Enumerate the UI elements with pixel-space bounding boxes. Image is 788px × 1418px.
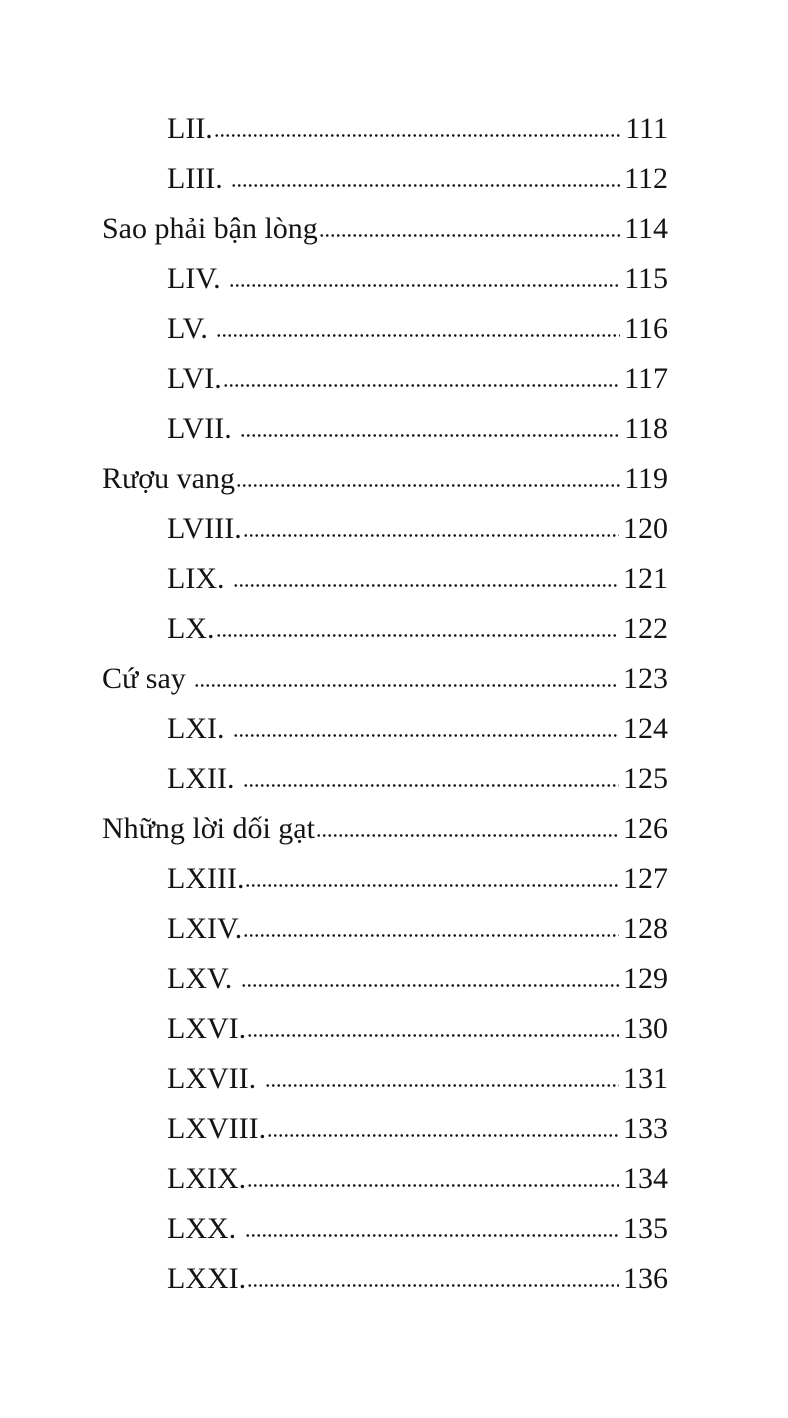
toc-entry-page: 130 (623, 1012, 668, 1045)
toc-entry[interactable] (0, 854, 788, 904)
dot-leader (223, 383, 620, 388)
toc-entry-page: 127 (623, 862, 668, 895)
toc-entry-label: LIV. (167, 262, 229, 295)
dot-leader (231, 183, 620, 188)
dot-leader (243, 933, 619, 938)
toc-entry[interactable] (0, 704, 788, 754)
dot-leader (243, 783, 619, 788)
toc-entry[interactable] (0, 254, 788, 304)
toc-entry-page: 136 (623, 1262, 668, 1295)
toc-entry[interactable] (0, 904, 788, 954)
dot-leader (243, 533, 619, 538)
toc-entry[interactable] (0, 554, 788, 604)
toc-entry-page: 133 (623, 1112, 668, 1145)
dot-leader (247, 1283, 619, 1288)
toc-entry-label: LXIV. (167, 912, 243, 945)
toc-entry-page: 125 (623, 762, 668, 795)
dot-leader (229, 283, 620, 288)
toc-entry-label: LV. (167, 312, 216, 345)
toc-entry-label: LXVIII. (167, 1112, 267, 1145)
dot-leader (216, 333, 620, 338)
toc-entry-label: LVIII. (167, 512, 242, 545)
toc-entry-page: 121 (623, 562, 668, 595)
dot-leader (214, 133, 621, 138)
toc-entry-label: Cứ say (102, 662, 194, 695)
toc-entry[interactable] (0, 354, 788, 404)
toc-entry-label: LXIX. (167, 1162, 247, 1195)
toc-entry-label: LXII. (167, 762, 242, 795)
dot-leader (233, 733, 619, 738)
toc-entry-label: Rượu vang (102, 462, 235, 495)
toc-entry-label: LII. (167, 112, 213, 145)
toc-entry-label: LVII. (167, 412, 240, 445)
toc-entry-page: 118 (624, 412, 668, 445)
toc-entry-page: 126 (623, 812, 668, 845)
toc-entry-page: 124 (623, 712, 668, 745)
toc-entry[interactable] (0, 1004, 788, 1054)
toc-entry-page: 120 (623, 512, 668, 545)
toc-entry-page: 116 (624, 312, 668, 345)
toc-entry-label: LIX. (167, 562, 232, 595)
dot-leader (245, 883, 619, 888)
toc-entry[interactable] (0, 1154, 788, 1204)
toc-entry[interactable] (0, 504, 788, 554)
toc-entry-label: LXI. (167, 712, 232, 745)
toc-entry[interactable] (0, 1254, 788, 1304)
dot-leader (265, 1083, 619, 1088)
toc-entry-label: LVI. (167, 362, 222, 395)
toc-entry-label: Sao phải bận lòng (102, 212, 318, 245)
dot-leader (316, 833, 619, 838)
toc-entry[interactable] (0, 404, 788, 454)
toc-entry-label: LIII. (167, 162, 231, 195)
toc-entry-page: 128 (623, 912, 668, 945)
toc-entry-page: 123 (623, 662, 668, 695)
dot-leader (240, 433, 620, 438)
toc-entry-page: 119 (624, 462, 668, 495)
toc-entry[interactable] (0, 654, 788, 704)
toc-entry[interactable] (0, 304, 788, 354)
dot-leader (247, 1033, 619, 1038)
toc-entry-label: LXVII. (167, 1062, 264, 1095)
toc-entry[interactable] (0, 454, 788, 504)
toc-entry-page: 134 (623, 1162, 668, 1195)
dot-leader (247, 1183, 619, 1188)
toc-entry[interactable] (0, 1204, 788, 1254)
toc-entry[interactable] (0, 104, 788, 154)
dot-leader (233, 583, 619, 588)
toc-entry-page: 112 (624, 162, 668, 195)
toc-entry[interactable] (0, 1104, 788, 1154)
dot-leader (216, 633, 620, 638)
toc-entry[interactable] (0, 954, 788, 1004)
dot-leader (194, 683, 619, 688)
toc-entry-label: LXV. (167, 962, 240, 995)
toc-entry-label: LXXI. (167, 1262, 247, 1295)
toc-entry[interactable] (0, 1054, 788, 1104)
toc-entry-page: 115 (624, 262, 668, 295)
toc-entry-page: 117 (624, 362, 668, 395)
toc-entry-label: Những lời dối gạt (102, 812, 315, 845)
dot-leader (267, 1133, 619, 1138)
dot-leader (319, 233, 620, 238)
dot-leader (245, 1233, 619, 1238)
toc-entry-page: 135 (623, 1212, 668, 1245)
toc-entry[interactable] (0, 804, 788, 854)
dot-leader (236, 483, 620, 488)
toc-entry-page: 131 (623, 1062, 668, 1095)
toc-entry-label: LXIII. (167, 862, 245, 895)
toc-entry-page: 111 (625, 112, 668, 145)
toc-entry[interactable] (0, 604, 788, 654)
toc-entry-label: LX. (167, 612, 215, 645)
toc-entry-label: LXX. (167, 1212, 244, 1245)
toc-entry-page: 129 (623, 962, 668, 995)
dot-leader (241, 983, 619, 988)
toc-entry[interactable] (0, 204, 788, 254)
toc-entry[interactable] (0, 754, 788, 804)
toc-entry-label: LXVI. (167, 1012, 247, 1045)
toc-entry[interactable] (0, 154, 788, 204)
toc-entry-page: 122 (623, 612, 668, 645)
toc-entry-page: 114 (624, 212, 668, 245)
